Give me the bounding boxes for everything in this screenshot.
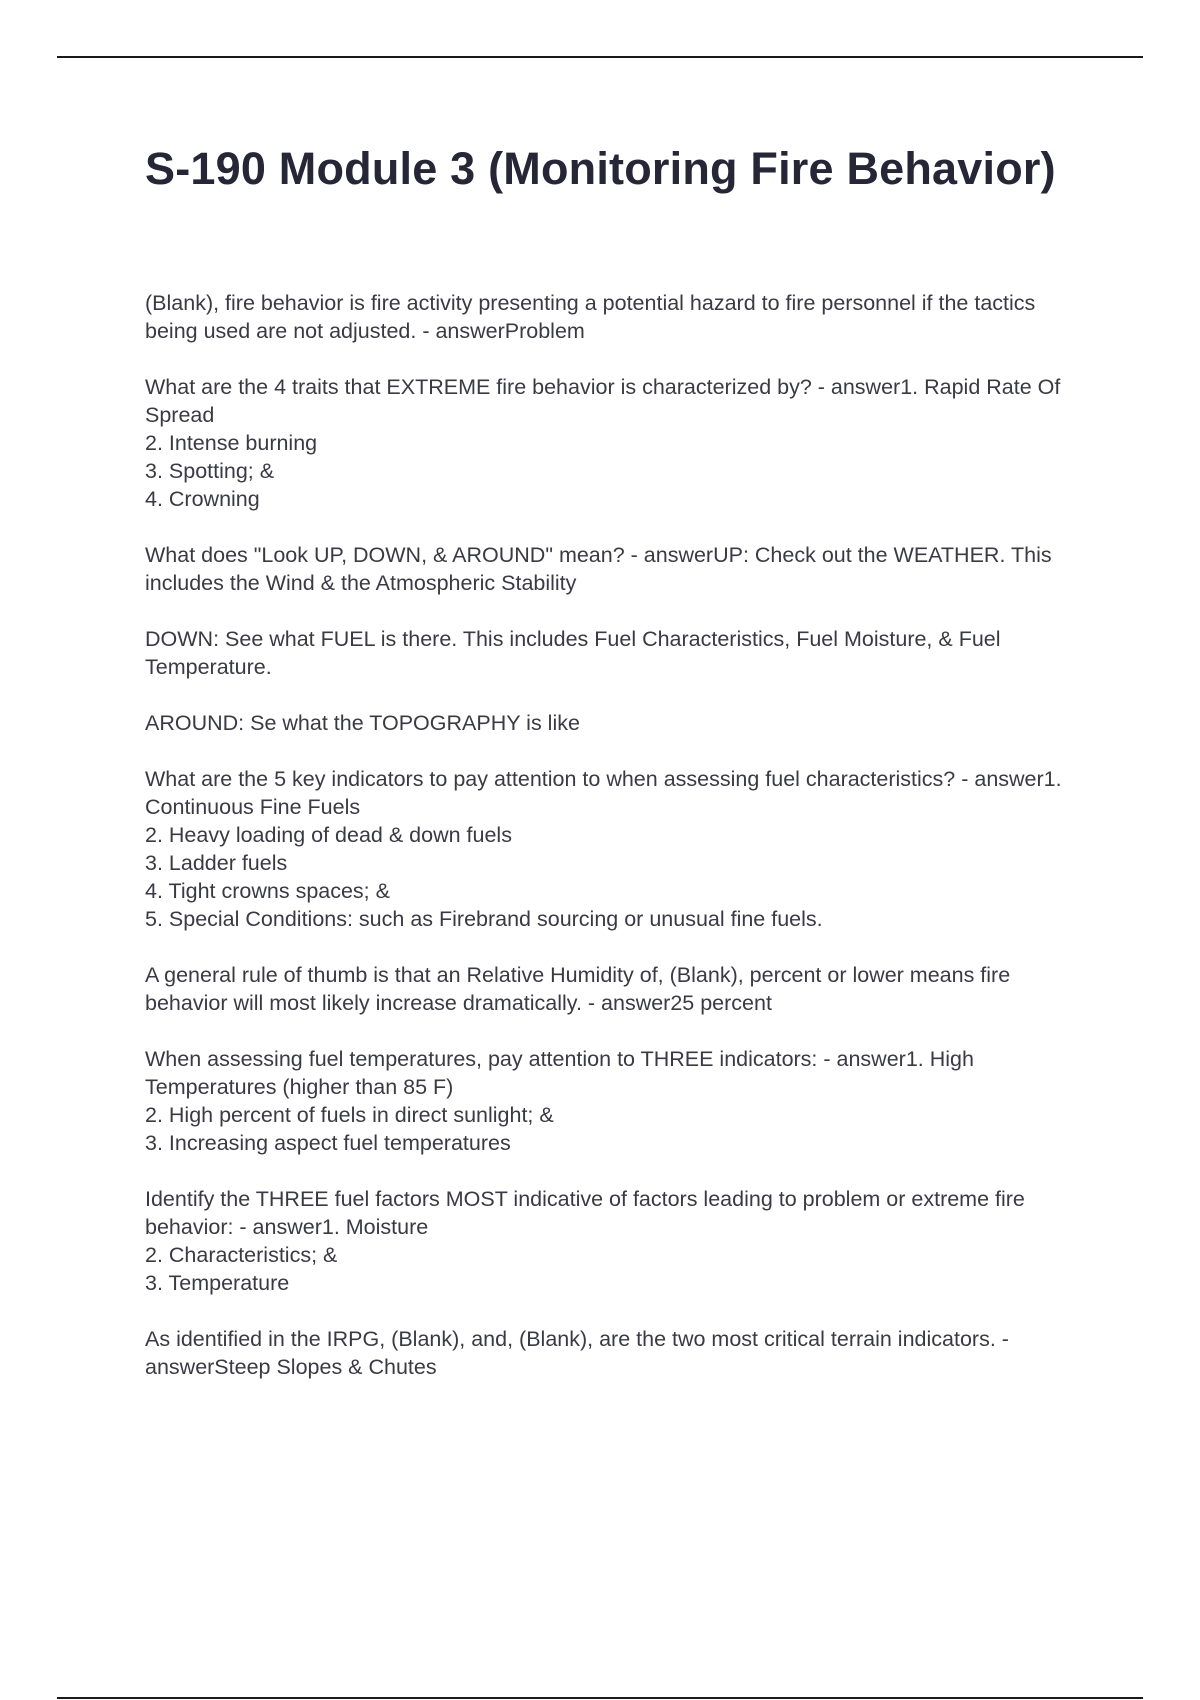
qa-three-fuel-factors: Identify the THREE fuel factors MOST indicative of factors leading to problem or extreme fire behavior: - answer1. Moisture 2. Characteristics; & 3. Temperature — [145, 1187, 1025, 1295]
document-title: S-190 Module 3 (Monitoring Fire Behavior) — [145, 143, 1056, 194]
document-body — [145, 289, 1090, 1381]
qa-fuel-characteristics-indicators: What are the 5 key indicators to pay attention to when assessing fuel characteristics? - answer1. Continuous Fine Fuels 2. Heavy loading of dead & down fuels 3. Ladder fuels 4. Tight crowns spaces; & 5. Special Conditions: such as Firebrand sourcing or unusual fine fuels. — [145, 767, 1062, 931]
top-divider — [57, 56, 1143, 58]
qa-problem-fire-behavior: (Blank), fire behavior is fire activity presenting a potential hazard to fire personnel if the tactics being used are not adjusted. - answerProblem — [145, 291, 1036, 343]
qa-extreme-fire-traits: What are the 4 traits that EXTREME fire behavior is characterized by? - answer1. Rapid Rate Of Spread 2. Intense burning 3. Spotting; & 4. Crowning — [145, 375, 1061, 511]
qa-critical-terrain-indicators: As identified in the IRPG, (Blank), and, (Blank), are the two most critical terrain indicators. - answerSteep Slopes & Chutes — [145, 1327, 1009, 1379]
qa-look-up-down-around: What does "Look UP, DOWN, & AROUND" mean? - answerUP: Check out the WEATHER. This includes the Wind & the Atmospheric Stability — [145, 543, 1052, 595]
qa-around-topography: AROUND: Se what the TOPOGRAPHY is like — [145, 711, 580, 735]
qa-relative-humidity-rule: A general rule of thumb is that an Relative Humidity of, (Blank), percent or lower means fire behavior will most likely increase dramatically. - answer25 percent — [145, 963, 1011, 1015]
qa-fuel-temperature-indicators: When assessing fuel temperatures, pay attention to THREE indicators: - answer1. High Temperatures (higher than 85 F) 2. High percent of fuels in direct sunlight; & 3. Increasing aspect fuel temperatures — [145, 1047, 974, 1155]
bottom-divider — [57, 1697, 1143, 1699]
qa-down-fuel: DOWN: See what FUEL is there. This includes Fuel Characteristics, Fuel Moisture, & Fuel Temperature. — [145, 627, 1001, 679]
document-page — [145, 140, 1090, 1409]
